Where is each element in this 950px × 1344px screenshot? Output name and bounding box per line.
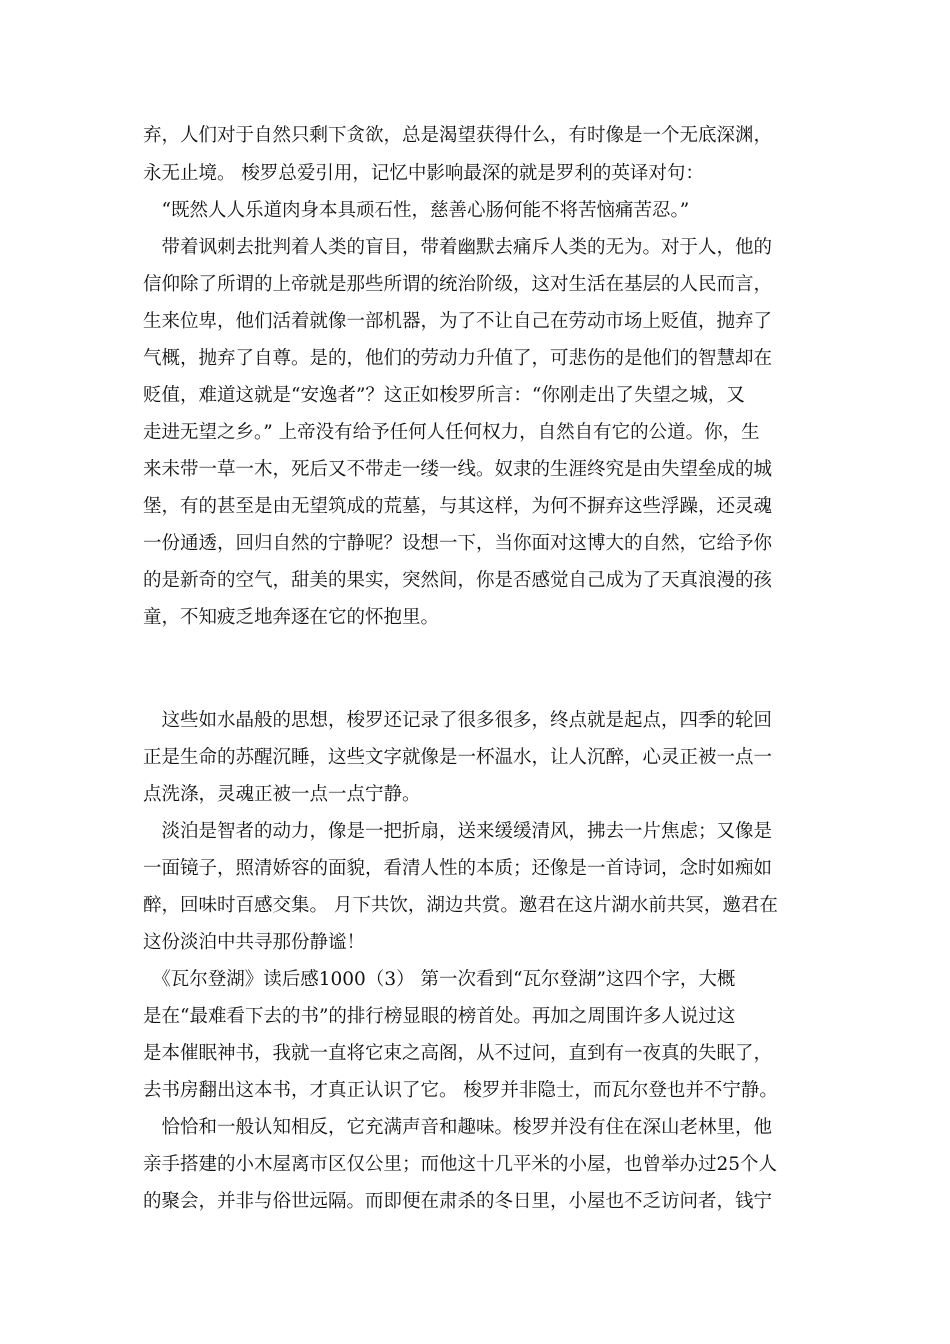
text-line: 是在“最难看下去的书”的排行榜显眼的榜首处。再加之周围许多人说过这	[143, 1006, 736, 1027]
text-line: 的聚会，并非与俗世远隔。而即便在肃杀的冬日里，小屋也不乏访问者，钱宁	[143, 1191, 773, 1212]
text-line: 带着讽刺去批判着人类的盲目，带着幽默去痛斥人类的无为。对于人，他的	[143, 237, 773, 258]
text-line: 这份淡泊中共寻那份静谧！	[143, 932, 366, 953]
text-line: 的是新奇的空气，甜美的果实，突然间，你是否感觉自己成为了天真浪漫的孩	[143, 570, 773, 591]
text-line: 是本催眠神书，我就一直将它束之高阁，从不过问，直到有一夜真的失眠了，	[143, 1043, 773, 1064]
text-line: 生来位卑，他们活着就像一部机器，为了不让自己在劳动市场上贬值，抛弃了	[143, 311, 773, 332]
text-line: 淡泊是智者的动力，像是一把折扇，送来缓缓清风，拂去一片焦虑；又像是	[143, 821, 773, 842]
text-line: 气概，抛弃了自尊。是的，他们的劳动力升值了，可悲伤的是他们的智慧却在	[143, 348, 773, 369]
text-line: 去书房翻出这本书，才真正认识了它。 梭罗并非隐士，而瓦尔登也并不宁静。	[143, 1080, 778, 1101]
text-line: 《瓦尔登湖》读后感1000（3） 第一次看到“瓦尔登湖”这四个字，大概	[143, 969, 736, 990]
text-line: 信仰除了所谓的上帝就是那些所谓的统治阶级，这对生活在基层的人民而言，	[143, 274, 773, 295]
text-line: 童，不知疲乏地奔逐在它的怀抱里。	[143, 607, 440, 628]
text-line: 来未带一草一木，死后又不带走一缕一线。奴隶的生涯终究是由失望垒成的城	[143, 459, 773, 480]
text-line: 恰恰和一般认知相反，它充满声音和趣味。梭罗并没有住在深山老林里，他	[143, 1117, 773, 1138]
text-line: 贬值，难道这就是“安逸者”？这正如梭罗所言：“你刚走出了失望之城，又	[143, 385, 745, 406]
text-line: 亲手搭建的小木屋离市区仅公里；而他这十几平米的小屋，也曾举办过25个人	[143, 1154, 778, 1175]
text-line: 正是生命的苏醒沉睡，这些文字就像是一杯温水，让人沉醉，心灵正被一点一	[143, 747, 773, 768]
text-line: “既然人人乐道肉身本具顽石性，慈善心肠何能不将苦恼痛苦忍。”	[143, 200, 690, 221]
text-line: 点洗涤，灵魂正被一点一点宁静。	[143, 784, 421, 805]
text-line: 走进无望之乡。” 上帝没有给予任何人任何权力，自然自有它的公道。你，生	[143, 422, 760, 443]
text-line: 这些如水晶般的思想，梭罗还记录了很多很多，终点就是起点，四季的轮回	[143, 710, 773, 731]
text-line: 堡，有的甚至是由无望筑成的荒墓，与其这样，为何不摒弃这些浮躁，还灵魂	[143, 496, 773, 517]
text-line: 永无止境。 梭罗总爱引用，记忆中影响最深的就是罗利的英译对句：	[143, 163, 704, 184]
text-line: 弃，人们对于自然只剩下贪欲，总是渴望获得什么，有时像是一个无底深渊，	[143, 125, 773, 146]
text-line: 一面镜子，照清娇容的面貌，看清人性的本质；还像是一首诗词，念时如痴如	[143, 858, 773, 879]
text-line: 一份通透，回归自然的宁静呢？设想一下，当你面对这博大的自然，它给予你	[143, 533, 773, 554]
text-line: 醉，回味时百感交集。 月下共饮，湖边共赏。邀君在这片湖水前共冥，邀君在	[143, 895, 778, 916]
